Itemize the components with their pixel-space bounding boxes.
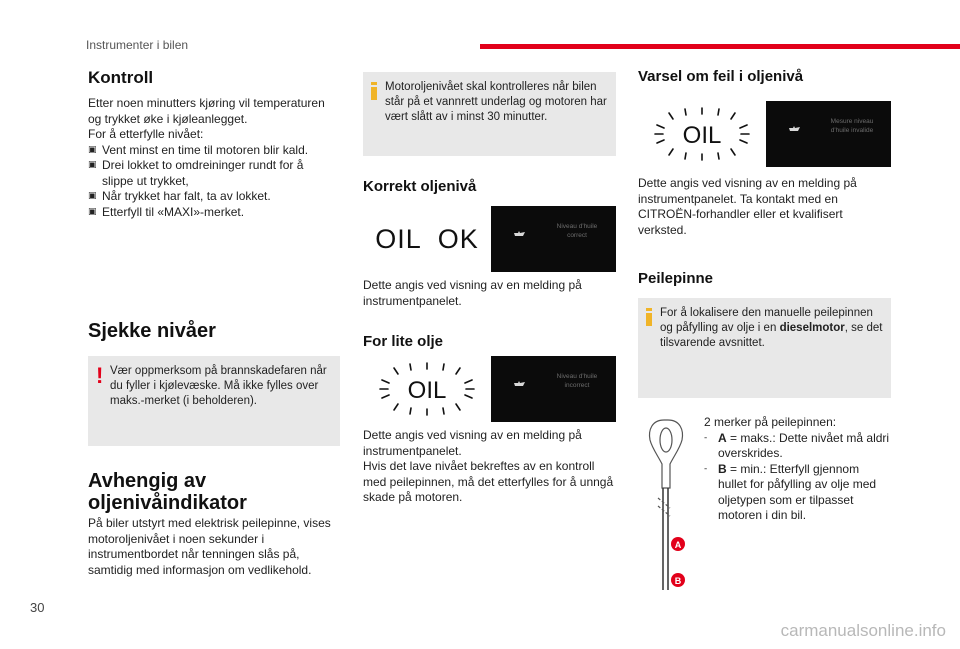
- dipstick-marks-text: [704, 415, 890, 524]
- varsel-text: Dette angis ved visning av en melding på instrumentpanelet. Ta kontakt med en CITROËN-forhandler eller et kvalifisert verksted.: [638, 176, 857, 237]
- dash-icon: -: [704, 432, 708, 443]
- kontroll-intro: Etter noen minutters kjøring vil temperaturen og trykket øke i kjøleanlegget.: [88, 96, 325, 126]
- watermark: carmanualsonline.info: [780, 621, 946, 640]
- avhengig-title-line2: oljenivåindikator: [88, 492, 247, 514]
- screen-message: Niveau d'huile incorrect: [556, 373, 598, 389]
- list-item: ▣ Vent minst en time til motoren blir kald.: [88, 142, 309, 157]
- kontroll-title: Kontroll: [88, 68, 154, 87]
- instrument-screen: [766, 101, 891, 167]
- varsel-display-panel: [638, 101, 891, 167]
- lite-text-2: Hvis det lave nivået bekreftes av en kontroll med peilepinnen, må det etterfylles for å unngå skade på motoren.: [363, 459, 614, 504]
- list-item: - A = maks.: Dette nivået må aldri overskrides.: [704, 430, 890, 460]
- marks-list: [704, 431, 890, 524]
- instrument-screen: [491, 206, 616, 272]
- screen-message: Mesure niveau d'huile invalide: [830, 118, 874, 134]
- oil-ok-indicator: [363, 206, 491, 272]
- bullet-icon: ▣: [88, 206, 97, 217]
- info-callout-motorolje: [363, 72, 616, 156]
- dipstick-illustration: [640, 416, 700, 594]
- header-accent-bar: [480, 44, 960, 49]
- oil-invalid-icon: [647, 104, 757, 164]
- svg-text:OIL: OIL: [407, 377, 447, 404]
- list-item: ▣ Når trykket har falt, ta av lokket.: [88, 189, 271, 203]
- oil-warning-icon: [372, 359, 482, 419]
- oil-can-icon: [788, 125, 802, 133]
- lite-title: For lite olje: [363, 333, 444, 350]
- warning-text: Vær oppmerksom på brannskadefaren når du fyller i kjølevæske. Må ikke fylles over maks.-merket (i beholderen).: [110, 365, 327, 407]
- lite-body: [363, 428, 616, 506]
- kontroll-lead: For å etterfylle nivået:: [88, 127, 204, 141]
- dash-icon: -: [704, 463, 708, 474]
- peilepinne-title: Peilepinne: [638, 270, 714, 287]
- instrument-screen: [491, 356, 616, 422]
- warning-exclamation-icon: !: [96, 363, 104, 388]
- avhengig-title-line1: Avhengig av: [88, 470, 207, 492]
- oil-can-icon: [513, 230, 527, 238]
- list-item: ▣ Etterfyll til «MAXI»-merket.: [88, 204, 245, 219]
- oil-invalid-indicator: [638, 101, 766, 167]
- bullet-icon: ▣: [88, 191, 97, 201]
- page-number: 30: [30, 600, 45, 615]
- lite-text: Dette angis ved visning av en melding på instrumentpanelet.: [363, 428, 582, 458]
- oil-warning-indicator: [363, 356, 491, 422]
- avhengig-title: [88, 470, 247, 514]
- info-callout-peilepinne: [638, 298, 891, 398]
- screen-message: Niveau d'huile correct: [556, 223, 598, 239]
- info-text: Motoroljenivået skal kontrolleres når bilen står på et vannrett underlag og motoren har vært slått av i minst 30 minutter.: [385, 81, 607, 123]
- svg-text:OIL: OIL: [682, 122, 722, 149]
- peilepinne-info-text: For å lokalisere den manuelle peilepinnen og påfylling av olje i en dieselmotor, se det tilsvarende avsnittet.: [660, 307, 883, 349]
- svg-text:A: A: [674, 540, 682, 550]
- info-icon: [646, 308, 652, 326]
- korrekt-display-panel: [363, 206, 616, 272]
- section-header: Instrumenter i bilen: [86, 38, 189, 52]
- svg-text:B: B: [674, 576, 682, 586]
- varsel-title: Varsel om feil i oljenivå: [638, 68, 804, 85]
- list-item: ▣ Drei lokket to omdreininger rundt for å slippe ut trykket,: [88, 158, 304, 188]
- lite-display-panel: [363, 356, 616, 422]
- korrekt-title: Korrekt oljenivå: [363, 178, 477, 195]
- oil-ok-label: OIL OK: [375, 223, 479, 254]
- bullet-icon: ▣: [88, 144, 97, 155]
- kontroll-bullet-list: [88, 143, 338, 221]
- list-item: - B = min.: Etterfyll gjennom hullet for påfylling av olje med oljetypen som er tilpasset motoren i din bil.: [704, 461, 877, 522]
- sjekke-title: Sjekke nivåer: [88, 320, 216, 342]
- oil-can-icon: [513, 380, 527, 388]
- korrekt-text: Dette angis ved visning av en melding på instrumentpanelet.: [363, 278, 582, 308]
- info-icon: [371, 82, 377, 100]
- warning-callout: [88, 356, 340, 446]
- avhengig-text: På biler utstyrt med elektrisk peilepinne, vises motoroljenivået i noen sekunder i instrumentbordet når tenningen slås på, samtidig med informasjon om vedlikehold.: [88, 516, 331, 577]
- bullet-icon: ▣: [88, 160, 97, 170]
- marks-lead: 2 merker på peilepinnen:: [704, 415, 837, 429]
- kontroll-body: [88, 96, 338, 220]
